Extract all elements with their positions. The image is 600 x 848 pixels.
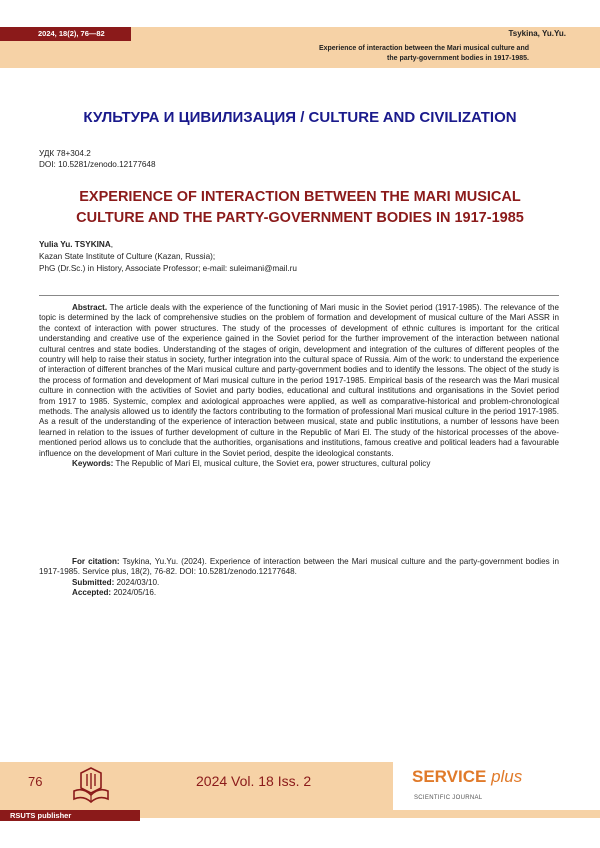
running-title-line1: Experience of interaction between the Mari musical culture and [318, 45, 529, 52]
title-line2: CULTURE AND THE PARTY-GOVERNMENT BODIES IN 1917-1985 [76, 210, 524, 226]
udk: УДК 78+304.2 [39, 149, 91, 158]
running-title-line2: the party-government bodies in 1917-1985. [387, 55, 529, 62]
author-affiliation: Kazan State Institute of Culture (Kazan, Russia); [39, 252, 216, 261]
abstract-block [39, 303, 559, 470]
keywords-label: Keywords: [72, 459, 114, 469]
journal-name-suffix: plus [491, 767, 523, 786]
divider [39, 295, 559, 296]
submitted-date: 2024/03/10. [116, 577, 160, 587]
submitted-line [39, 578, 559, 588]
university-logo-icon [68, 764, 114, 806]
accepted-label: Accepted: [72, 588, 112, 598]
citation-paragraph [39, 557, 559, 578]
journal-name: SERVICE [412, 767, 487, 786]
issue-info: 2024 Vol. 18 Iss. 2 [196, 773, 312, 789]
author-name: Yulia Yu. TSYKINA [39, 240, 111, 249]
publisher-label: RSUTS publisher [0, 810, 140, 821]
author-position[interactable]: PhG (Dr.Sc.) in History, Associate Professor; e-mail: suleimani@mail.ru [39, 264, 297, 273]
abstract-text: The article deals with the experience of the functioning of Mari music in the Soviet period (1917-1985). The relevance of the topic is determined by the lack of comprehensive studies on the problem of formation and development of musical culture of the Mari ASSR in the context of interaction with power structures. The study of the processes of development of ethnic cultures is important for the critical understanding and creative use of the experience gained in the Soviet period for the further improvement of the interaction between national cultural centres and state bodies. Understanding of the stages of origin, development and integration of the cultures of different peoples of the country will help to raise their status in society, further integration into the cultural space of Russia. Aim of the work: to understand the experience of interaction of different branches of the Mari musical culture and party-government bodies and to identify the lessons. The object of the study is the process of formation and development of Mari musical culture in the period 1917-1985. Empirical basis of the research was the Mari musical culture in connection with the activities of Soviet and party bodies, educational and cultural institutions and organisations in the Soviet period from 1917 to 1985. Systemic, complex and axiological approaches were applied, as well as comparative-historical and problem-chronological methods. The analysis allowed us to identify the factors contributing to the formation of professional Mari musical culture in the period 1917-1985. As a result of the understanding of the experience of interaction between musical, state and public institutions, a number of lessons have been learned in relation to the issues of further development of culture in the Republic of Mari El. The study of the historical processes of the above-mentioned period allows us to conclude that the authorities, organisations and institutions, famous creative and political leaders had a favourable influence on the development of Mari culture in the Soviet period, despite the ideological constants. [39, 303, 559, 458]
article-meta [39, 148, 156, 170]
abstract-label: Abstract. [72, 303, 108, 312]
accepted-line [39, 588, 559, 598]
page-number: 76 [28, 774, 43, 789]
section-heading: КУЛЬТУРА И ЦИВИЛИЗАЦИЯ / CULTURE AND CIVILIZATION [83, 109, 517, 126]
author-block: Yulia Yu. TSYKINA, Kazan State Institute of Culture (Kazan, Russia); PhG (Dr.Sc.) in History, Associate Professor; e-mail: suleimani@mail.ru [39, 240, 297, 273]
keywords-text: The Republic of Mari El, musical culture, the Soviet era, power structures, cultural policy [115, 459, 431, 469]
citation-text: Tsykina, Yu.Yu. (2024). Experience of interaction between the Mari musical culture and the party-government bodies in 1917-1985. Service plus, 18(2), 76-82. DOI: 10.5281/zenodo.12177648. [39, 557, 560, 577]
submitted-label: Submitted: [72, 577, 115, 587]
article-title [40, 187, 560, 229]
journal-subtitle: SCIENTIFIC JOURNAL [414, 795, 483, 801]
citation-label: For citation: [72, 557, 120, 566]
abstract-paragraph [39, 303, 559, 459]
journal-logo [412, 767, 522, 787]
citation-block [39, 557, 559, 599]
header-running-title [229, 44, 529, 64]
doi[interactable]: DOI: 10.5281/zenodo.12177648 [39, 160, 156, 169]
header-citation: 2024, 18(2), 76—82 [0, 27, 131, 41]
keywords-paragraph [39, 459, 559, 469]
header-author: Tsykina, Yu.Yu. [131, 27, 600, 41]
accepted-date: 2024/05/16. [113, 588, 157, 598]
title-line1: EXPERIENCE OF INTERACTION BETWEEN THE MARI MUSICAL [79, 189, 521, 205]
